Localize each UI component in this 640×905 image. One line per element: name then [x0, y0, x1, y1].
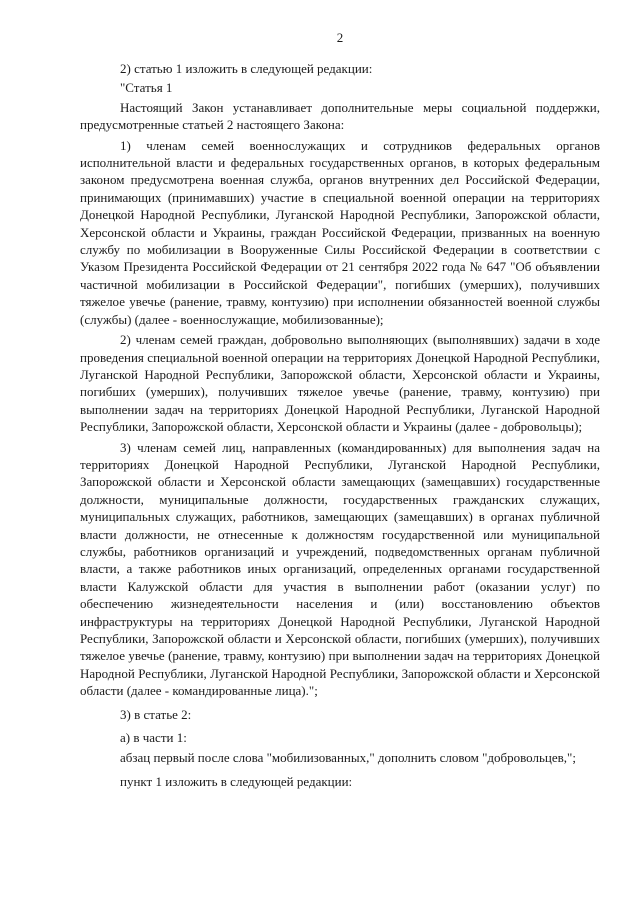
paragraph-item-2: 2) членам семей граждан, добровольно выполняющих (выполнявших) задачи в ходе проведения специальной военной операции на территориях Донецкой Народной Республики, Луганской Народной Республики, Запорожской области, Херсонской области и Украины, погибших (умерших), получивших тяжелое увечье (ранение, травму, контузию) при выполнении задач на территориях Донецкой Народной Республики, Луганской Народной Республики, Запорожской области, Херсонской области и Украины (далее - добровольцы);	[80, 332, 600, 435]
paragraph-intro: Настоящий Закон устанавливает дополнительные меры социальной поддержки, предусмотренные статьей 2 настоящего Закона:	[80, 99, 600, 133]
paragraph-article-1-heading: "Статья 1	[120, 80, 173, 96]
paragraph-amend-article-2: 3) в статье 2:	[120, 706, 192, 722]
paragraph-part-1: а) в части 1:	[120, 730, 187, 746]
paragraph-point-1: пункт 1 изложить в следующей редакции:	[120, 773, 353, 789]
page-number: 2	[336, 30, 344, 45]
paragraph-amend-article-1: 2) статью 1 изложить в следующей редакции:	[120, 61, 373, 76]
paragraph-first-abzac: абзац первый после слова "мобилизованных," дополнить словом "добровольцев,";	[120, 750, 576, 766]
paragraph-item-1: 1) членам семей военнослужащих и сотрудников федеральных органов исполнительной власти и федеральных государственных органов, в которых федеральным законом предусмотрена военная служба, органов внутренних дел Российской Федерации, принимающих (принимавших) участие в специальной военной операции на территориях Донецкой Народной Республики, Луганской Народной Республики, Запорожской области, Херсонской области и Украины, граждан Российской Федерации, призванных на военную службу по мобилизации в Вооруженные Силы Российской Федерации в соответствии с Указом Президента Российской Федерации от 21 сентября 2022 года № 647 "Об объявлении частичной мобилизации в Российской Федерации", погибших (умерших), получивших тяжелое увечье (ранение, травму, контузию) при исполнении обязанностей военной службы (службы) (далее - военнослужащие, мобилизованные);	[80, 137, 600, 327]
paragraph-item-3: 3) членам семей лиц, направленных (командированных) для выполнения задач на территориях Донецкой Народной Республики, Луганской Народной Республики, Запорожской области и Херсонской области замещающих (замещавших) государственные должности, муниципальные должности, государственных гражданских служащих, муниципальных служащих, работников, замещающих (замещавших) в органах публичной власти должности, не отнесенные к должностям государственной или муниципальной службы, работников организаций и учреждений, подведомственных органам публичной власти, а также работников иных организаций, определенных органами государственной власти Калужской области для участия в выполнении работ (оказании услуг) по обеспечению жизнедеятельности населения и (или) восстановлению объектов инфраструктуры на территориях Донецкой Народной Республики, Луганской Народной Республики, Запорожской области и Херсонской области, погибших (умерших), получивших тяжелое увечье (ранение, травму, контузию) при выполнении задач на территориях Донецкой Народной Республики, Луганской Народной Республики, Запорожской области и Херсонской области (далее - командированные лица).";	[80, 439, 600, 699]
